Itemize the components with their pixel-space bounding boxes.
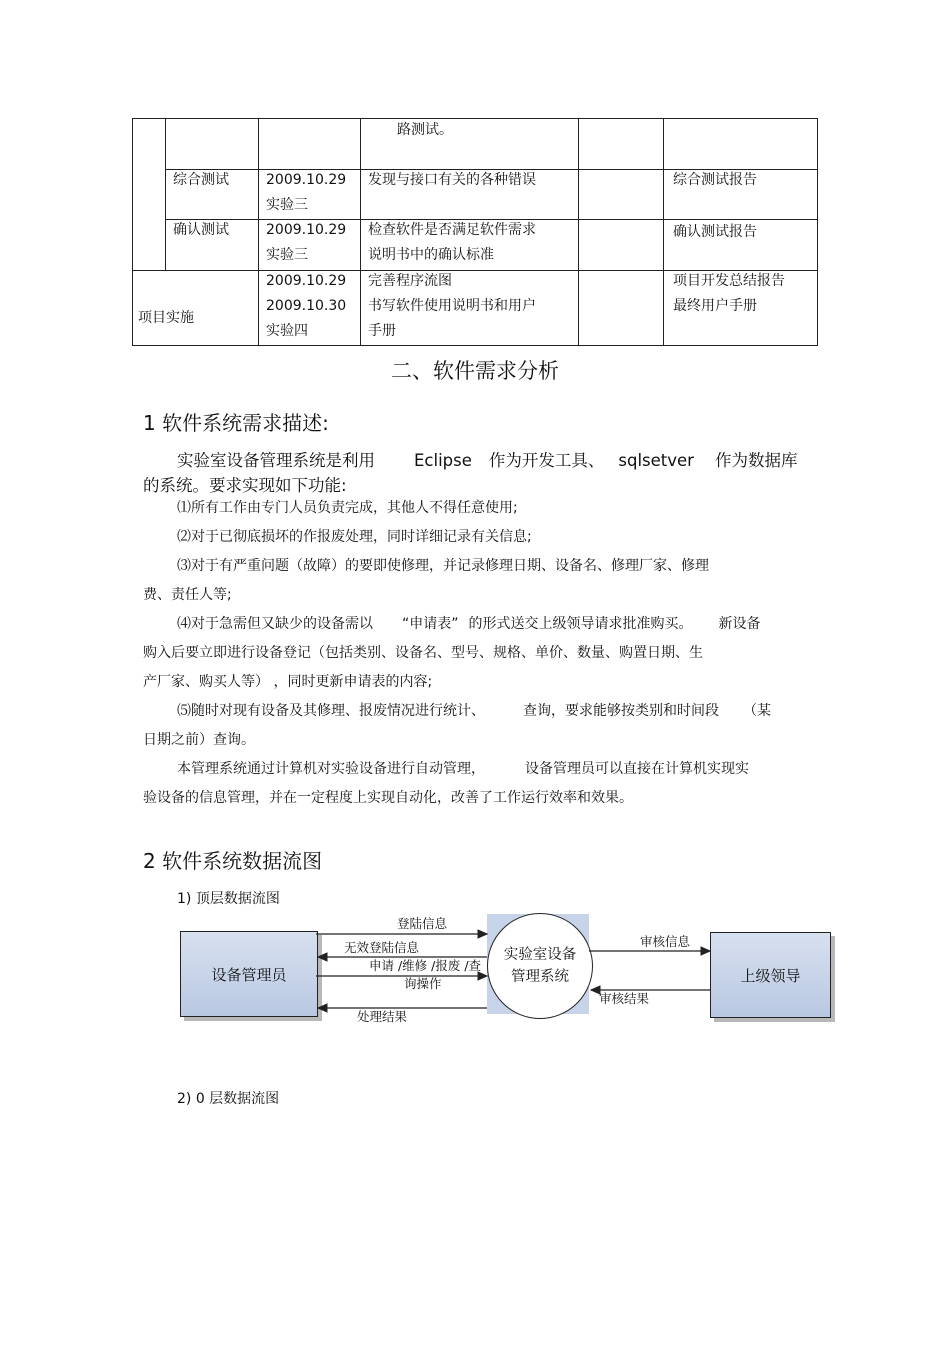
entity-superior-leader bbox=[710, 932, 831, 1018]
entity-superior-leader-label: 上级领导 bbox=[740, 966, 801, 985]
entity-equipment-manager bbox=[180, 931, 318, 1017]
summary-text-a: 本管理系统通过计算机对实验设备进行自动管理， bbox=[177, 761, 485, 777]
requirement-item-3-cont: 费、责任人等; bbox=[143, 587, 232, 603]
intro-text-c: 作为开发工具、 bbox=[488, 451, 605, 470]
table-cell-date: 2009.10.29 2009.10.30 实验四 bbox=[266, 273, 347, 339]
item-4-text-b: “申请表” bbox=[402, 616, 459, 632]
intro-text-a: 实验室设备管理系统是利用 bbox=[177, 451, 375, 470]
diagram-1-label: 1) 顶层数据流图 bbox=[177, 891, 280, 907]
table-cell-output: 项目开发总结报告 最终用户手册 bbox=[673, 273, 785, 314]
intro-text-eclipse: Eclipse bbox=[414, 451, 472, 470]
item-4-text-a: ⑷对于急需但又缺少的设备需以 bbox=[177, 616, 373, 632]
intro-paragraph-line1 bbox=[177, 447, 797, 471]
summary-text-b: 设备管理员可以直接在计算机实现实 bbox=[525, 761, 749, 777]
table-cell-date: 2009.10.29 实验三 bbox=[266, 222, 347, 263]
flow-label-operations-line2: 询操作 bbox=[404, 976, 442, 991]
entity-equipment-manager-label: 设备管理员 bbox=[211, 965, 287, 984]
intro-paragraph-line2: 的系统。要求实现如下功能: bbox=[143, 476, 347, 495]
flow-label-login: 登陆信息 bbox=[397, 916, 448, 931]
subsection-2-title: 2 软件系统数据流图 bbox=[143, 849, 323, 873]
requirement-item-2: ⑵对于已彻底损坏的作报废处理，同时详细记录有关信息; bbox=[177, 529, 532, 545]
subsection-1-title: 1 软件系统需求描述: bbox=[143, 411, 329, 435]
table-cell-content: 发现与接口有关的各种错误 bbox=[368, 172, 536, 188]
requirement-item-4-cont2: 产厂家、购买人等） ，同时更新申请表的内容; bbox=[143, 674, 433, 690]
table-cell-output: 确认测试报告 bbox=[673, 224, 757, 240]
table-cell-task: 确认测试 bbox=[173, 222, 229, 238]
diagram-2-label: 2) 0 层数据流图 bbox=[177, 1091, 280, 1107]
requirement-item-5 bbox=[177, 700, 771, 720]
flow-label-invalid-login: 无效登陆信息 bbox=[344, 940, 420, 955]
table-cell-content: 路测试。 bbox=[397, 122, 453, 138]
section-title: 二、软件需求分析 bbox=[391, 359, 559, 383]
table-cell-content: 检查软件是否满足软件需求 说明书中的确认标准 bbox=[368, 222, 536, 263]
table-cell-date: 2009.10.29 实验三 bbox=[266, 172, 347, 213]
intro-text-e: 作为数据库 bbox=[714, 451, 798, 470]
table-cell-content: 完善程序流图 书写软件使用说明书和用户 手册 bbox=[368, 273, 536, 339]
summary-paragraph-line2: 验设备的信息管理，并在一定程度上实现自动化，改善了工作运行效率和效果。 bbox=[143, 790, 633, 806]
table-cell-phase: 项目实施 bbox=[138, 310, 194, 326]
flow-label-audit-result: 审核结果 bbox=[599, 991, 650, 1006]
requirement-item-1: ⑴所有工作由专门人员负责完成，其他人不得任意使用; bbox=[177, 500, 518, 516]
process-lab-equipment-system bbox=[487, 913, 593, 1019]
item-4-text-c: 的形式送交上级领导请求批准购买。 bbox=[468, 616, 693, 632]
flow-label-operations-line1: 申请 /维修 /报废 /查 bbox=[369, 958, 482, 973]
process-label-line2: 管理系统 bbox=[511, 969, 569, 985]
requirement-item-4-cont1: 购入后要立即进行设备登记（包括类别、设备名、型号、规格、单价、数量、购置日期、生 bbox=[143, 645, 703, 661]
flow-label-result: 处理结果 bbox=[357, 1009, 408, 1024]
item-5-text-b: 查询，要求能够按类别和时间段 bbox=[523, 703, 719, 719]
intro-text-sqlsetver: sqlsetver bbox=[618, 451, 694, 470]
table-cell-task: 综合测试 bbox=[173, 172, 229, 188]
item-4-text-d: 新设备 bbox=[718, 616, 761, 632]
summary-paragraph-line1 bbox=[177, 758, 749, 778]
requirement-item-5-cont: 日期之前）查询。 bbox=[143, 732, 255, 748]
process-label-line1: 实验室设备 bbox=[503, 947, 577, 963]
requirement-item-4 bbox=[177, 613, 761, 633]
table-cell-output: 综合测试报告 bbox=[673, 172, 757, 188]
requirement-item-3: ⑶对于有严重问题（故障）的要即使修理，并记录修理日期、设备名、修理厂家、修理 bbox=[177, 558, 709, 574]
item-5-text-a: ⑸随时对现有设备及其修理、报废情况进行统计、 bbox=[177, 703, 485, 719]
item-5-text-c: （某 bbox=[743, 703, 771, 719]
flow-label-audit-info: 审核信息 bbox=[640, 934, 691, 949]
